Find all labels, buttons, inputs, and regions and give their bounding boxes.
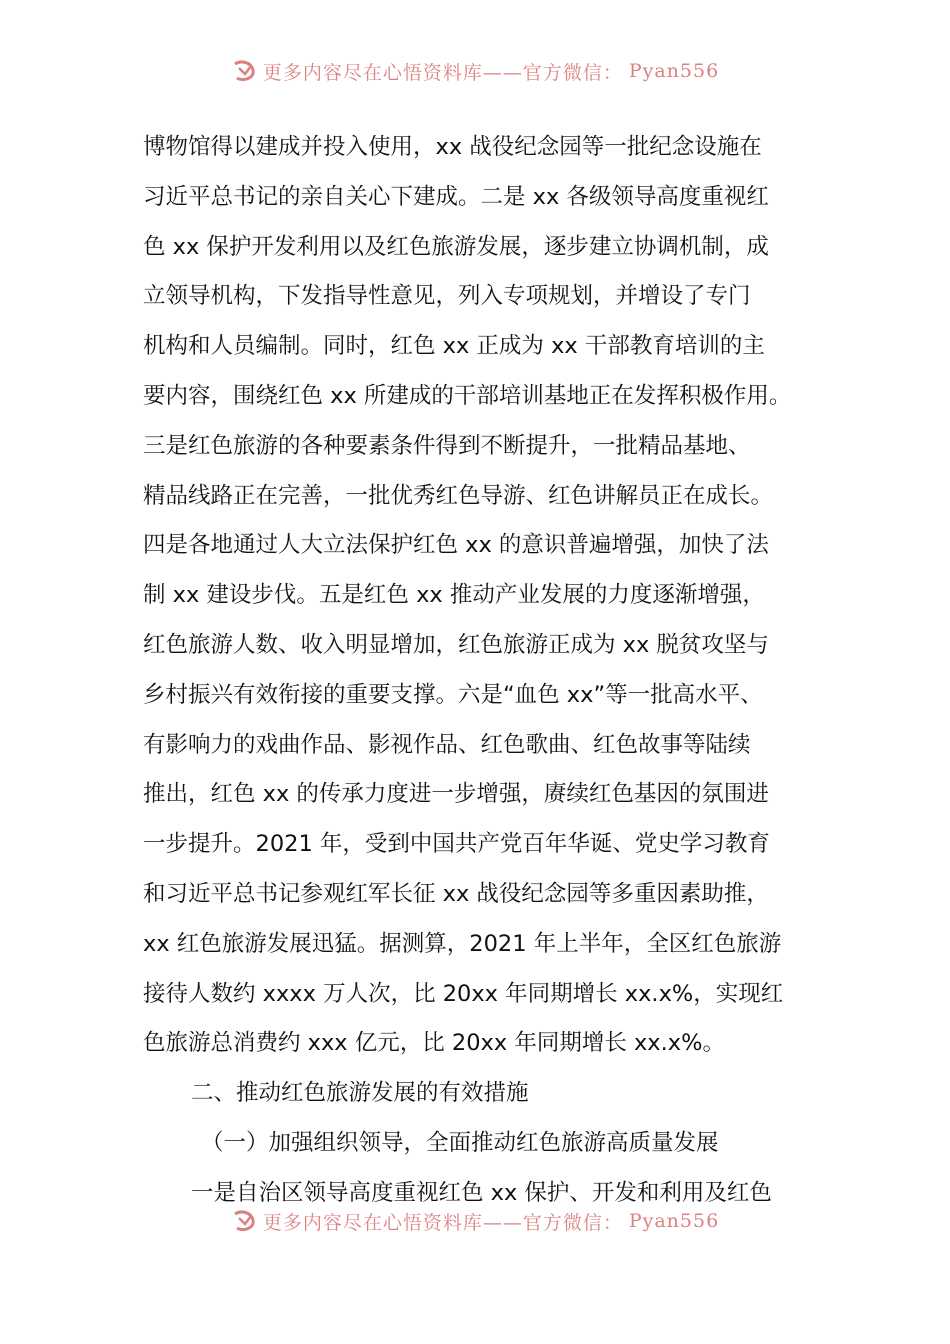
watermark-text: 更多内容尽在心悟资料库——官方微信： [262, 1211, 623, 1234]
paragraph-line: 机构和人员编制。同时，红色 xx 正成为 xx 干部教育培训的主 [143, 333, 765, 360]
paragraph-line: 三是红色旅游的各种要素条件得到不断提升，一批精品基地、 [143, 432, 751, 459]
subsection-heading: （一）加强组织领导，全面推动红色旅游高质量发展 [201, 1129, 719, 1156]
paragraph-line: 色旅游总消费约 xxx 亿元，比 20xx 年同期增长 xx.x%。 [143, 1030, 725, 1057]
watermark-header [0, 54, 950, 88]
paragraph-line: 四是各地通过人大立法保护红色 xx 的意识普遍增强，加快了法 [143, 532, 769, 559]
paragraph-line: 精品线路正在完善，一批优秀红色导游、红色讲解员正在成长。 [143, 482, 774, 509]
watermark-text: 更多内容尽在心悟资料库——官方微信： [262, 61, 623, 84]
document-body [143, 123, 833, 1219]
brand-logo-icon [231, 1208, 257, 1234]
paragraph-line: 推出，红色 xx 的传承力度进一步增强，赓续红色基因的氛围进 [143, 781, 769, 808]
paragraph-line: xx 红色旅游发展迅猛。据测算，2021 年上半年，全区红色旅游 [143, 930, 782, 957]
paragraph-line: 和习近平总书记参观红军长征 xx 战役纪念园等多重因素助推， [143, 880, 769, 907]
paragraph-line: 有影响力的戏曲作品、影视作品、红色歌曲、红色故事等陆续 [143, 731, 751, 758]
paragraph-line: 博物馆得以建成并投入使用，xx 战役纪念园等一批纪念设施在 [143, 134, 762, 160]
paragraph-line: 接待人数约 xxxx 万人次，比 20xx 年同期增长 xx.x%，实现红 [143, 980, 784, 1007]
paragraph-line: 乡村振兴有效衔接的重要支撑。六是“血色 xx”等一批高水平、 [143, 681, 763, 708]
paragraph-line: 要内容，围绕红色 xx 所建成的干部培训基地正在发挥积极作用。 [143, 382, 792, 409]
paragraph-line: 一是自治区领导高度重视红色 xx 保护、开发和利用及红色 [191, 1179, 772, 1206]
paragraph-line: 一步提升。2021 年，受到中国共产党百年华诞、党史学习教育 [143, 831, 770, 858]
paragraph-line: 立领导机构，下发指导性意见，列入专项规划，并增设了专门 [143, 283, 751, 310]
paragraph-line: 制 xx 建设步伐。五是红色 xx 推动产业发展的力度逐渐增强， [143, 582, 765, 609]
paragraph-line: 色 xx 保护开发利用以及红色旅游发展，逐步建立协调机制，成 [143, 233, 769, 260]
watermark-account: Pyan556 [628, 60, 720, 82]
watermark-account: Pyan556 [628, 1210, 720, 1232]
brand-logo-icon [231, 58, 257, 84]
paragraph-line: 红色旅游人数、收入明显增加，红色旅游正成为 xx 脱贫攻坚与 [143, 631, 769, 658]
paragraph-line: 习近平总书记的亲自关心下建成。二是 xx 各级领导高度重视红 [143, 183, 769, 210]
watermark-footer [0, 1204, 950, 1238]
section-heading: 二、推动红色旅游发展的有效措施 [191, 1080, 529, 1107]
